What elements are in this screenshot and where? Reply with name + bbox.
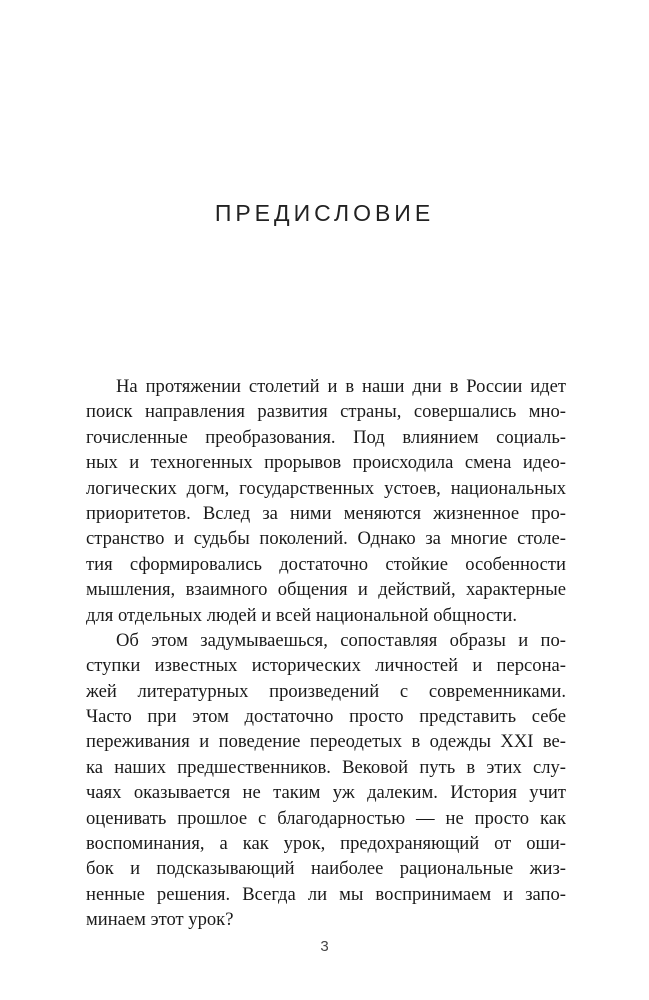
- text-line: Об этом задумываешься, сопоставляя образы и по-: [116, 629, 566, 651]
- text-line: минаем этот урок?: [86, 909, 234, 931]
- text-line: На протяжении столетий и в наши дни в России идет: [116, 376, 566, 397]
- text-line: воспоминания, а как урок, предохраняющий от оши-: [86, 833, 566, 855]
- text-line: ных и техногенных прорывов происходила смена идео-: [86, 452, 566, 474]
- text-line: мышления, взаимного общения и действий, характерные: [86, 579, 566, 601]
- text-line: гочисленные преобразования. Под влиянием социаль-: [86, 426, 566, 448]
- text-line: жей литературных произведений с современниками.: [86, 680, 566, 702]
- chapter-heading: ПРЕДИСЛОВИЕ: [214, 200, 435, 226]
- body-text: [86, 374, 566, 933]
- text-line: странство и судьбы поколений. Однако за многие столе-: [86, 528, 566, 550]
- text-line: бок и подсказывающий наиболее рациональные жиз-: [86, 858, 566, 880]
- text-line: приоритетов. Вслед за ними меняются жизненное про-: [86, 502, 566, 524]
- text-line: тия сформировались достаточно стойкие особенности: [86, 553, 566, 575]
- text-line: чаях оказывается не таким уж далеким. История учит: [86, 782, 566, 804]
- text-line: ненные решения. Всегда ли мы воспринимаем и запо-: [86, 883, 566, 905]
- text-line: Часто при этом достаточно просто представить себе: [86, 706, 566, 728]
- paragraph: [86, 628, 566, 933]
- text-line: ка наших предшественников. Вековой путь в этих слу-: [86, 756, 566, 778]
- page-number: 3: [320, 938, 329, 955]
- text-line: ступки известных исторических личностей и персона-: [86, 655, 566, 677]
- text-line: для отдельных людей и всей национальной общности.: [86, 604, 518, 626]
- text-line: переживания и поведение переодетых в одежды XXI ве-: [86, 731, 566, 753]
- text-line: логических догм, государственных устоев, национальных: [86, 477, 566, 499]
- paragraph: [86, 374, 566, 628]
- text-line: поиск направления развития страны, совершались мно-: [86, 401, 566, 423]
- text-line: оценивать прошлое с благодарностью — не просто как: [86, 807, 566, 829]
